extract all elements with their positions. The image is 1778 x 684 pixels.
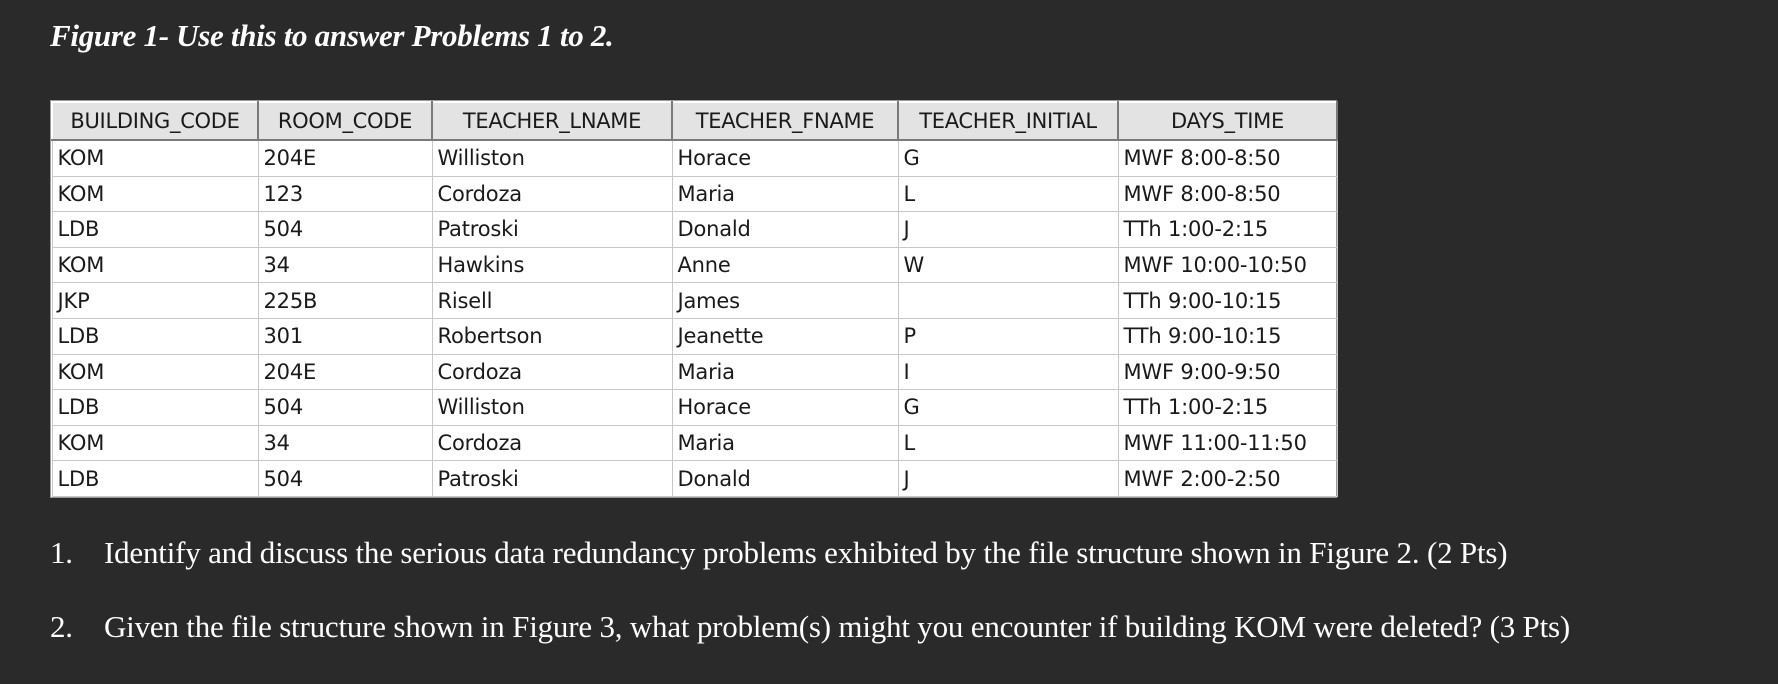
column-header-teacher-lname: TEACHER_LNAME: [432, 102, 672, 140]
cell-teacher-fname: Horace: [672, 390, 898, 426]
cell-room-code: 34: [258, 247, 432, 283]
cell-building-code: KOM: [52, 425, 258, 461]
question-item: [50, 535, 1770, 577]
cell-building-code: KOM: [52, 354, 258, 390]
cell-room-code: 204E: [258, 354, 432, 390]
figure-title: Figure 1- Use this to answer Problems 1 to 2.: [50, 18, 614, 53]
table-row: [52, 283, 1337, 319]
table-row: [52, 247, 1337, 283]
cell-teacher-fname: Anne: [672, 247, 898, 283]
cell-days-time: MWF 9:00-9:50: [1118, 354, 1337, 390]
table-row: [52, 176, 1337, 212]
cell-teacher-lname: Williston: [432, 140, 672, 176]
table-row: [52, 212, 1337, 248]
cell-days-time: TTh 9:00-10:15: [1118, 283, 1337, 319]
cell-room-code: 301: [258, 318, 432, 354]
cell-teacher-initial: P: [898, 318, 1118, 354]
cell-building-code: LDB: [52, 390, 258, 426]
question-number: 1.: [50, 535, 73, 570]
cell-teacher-initial: W: [898, 247, 1118, 283]
cell-teacher-initial: L: [898, 176, 1118, 212]
cell-teacher-fname: James: [672, 283, 898, 319]
table-row: [52, 318, 1337, 354]
cell-teacher-lname: Risell: [432, 283, 672, 319]
cell-teacher-fname: Horace: [672, 140, 898, 176]
cell-room-code: 225B: [258, 283, 432, 319]
cell-teacher-fname: Maria: [672, 354, 898, 390]
table-body: [52, 140, 1337, 497]
cell-teacher-initial: J: [898, 461, 1118, 497]
question-text: Given the file structure shown in Figure 3, what problem(s) might you encounter if building KOM were deleted? (3 Pts): [104, 609, 1570, 644]
cell-teacher-initial: J: [898, 212, 1118, 248]
cell-building-code: KOM: [52, 247, 258, 283]
cell-teacher-lname: Robertson: [432, 318, 672, 354]
cell-teacher-fname: Maria: [672, 425, 898, 461]
data-table: [51, 101, 1338, 497]
column-header-teacher-fname: TEACHER_FNAME: [672, 102, 898, 140]
cell-days-time: TTh 1:00-2:15: [1118, 390, 1337, 426]
cell-building-code: LDB: [52, 318, 258, 354]
column-header-days-time: DAYS_TIME: [1118, 102, 1337, 140]
cell-teacher-lname: Cordoza: [432, 354, 672, 390]
cell-teacher-initial: G: [898, 140, 1118, 176]
cell-room-code: 123: [258, 176, 432, 212]
cell-teacher-initial: [898, 283, 1118, 319]
cell-room-code: 204E: [258, 140, 432, 176]
table-row: [52, 390, 1337, 426]
table-row: [52, 461, 1337, 497]
cell-teacher-initial: I: [898, 354, 1118, 390]
cell-room-code: 504: [258, 212, 432, 248]
cell-teacher-initial: L: [898, 425, 1118, 461]
question-number: 2.: [50, 609, 73, 644]
cell-teacher-lname: Williston: [432, 390, 672, 426]
cell-days-time: MWF 11:00-11:50: [1118, 425, 1337, 461]
cell-teacher-lname: Patroski: [432, 461, 672, 497]
cell-teacher-lname: Cordoza: [432, 176, 672, 212]
cell-days-time: MWF 2:00-2:50: [1118, 461, 1337, 497]
cell-teacher-lname: Cordoza: [432, 425, 672, 461]
cell-building-code: KOM: [52, 140, 258, 176]
cell-teacher-initial: G: [898, 390, 1118, 426]
cell-teacher-fname: Donald: [672, 212, 898, 248]
cell-building-code: KOM: [52, 176, 258, 212]
cell-days-time: MWF 8:00-8:50: [1118, 140, 1337, 176]
table-row: [52, 425, 1337, 461]
question-list: [50, 535, 1770, 683]
data-table-container: [50, 100, 1337, 498]
cell-days-time: MWF 8:00-8:50: [1118, 176, 1337, 212]
cell-building-code: LDB: [52, 461, 258, 497]
cell-room-code: 504: [258, 390, 432, 426]
question-text: Identify and discuss the serious data redundancy problems exhibited by the file structure shown in Figure 2. (2 Pts): [104, 535, 1508, 570]
cell-building-code: JKP: [52, 283, 258, 319]
table-row: [52, 140, 1337, 176]
cell-days-time: TTh 9:00-10:15: [1118, 318, 1337, 354]
cell-teacher-fname: Jeanette: [672, 318, 898, 354]
cell-teacher-lname: Hawkins: [432, 247, 672, 283]
cell-teacher-fname: Maria: [672, 176, 898, 212]
table-row: [52, 354, 1337, 390]
column-header-room-code: ROOM_CODE: [258, 102, 432, 140]
cell-days-time: MWF 10:00-10:50: [1118, 247, 1337, 283]
column-header-teacher-initial: TEACHER_INITIAL: [898, 102, 1118, 140]
cell-teacher-fname: Donald: [672, 461, 898, 497]
cell-days-time: TTh 1:00-2:15: [1118, 212, 1337, 248]
question-item: [50, 609, 1770, 651]
cell-room-code: 34: [258, 425, 432, 461]
column-header-building-code: BUILDING_CODE: [52, 102, 258, 140]
cell-teacher-lname: Patroski: [432, 212, 672, 248]
table-header-row: [52, 102, 1337, 140]
cell-room-code: 504: [258, 461, 432, 497]
cell-building-code: LDB: [52, 212, 258, 248]
